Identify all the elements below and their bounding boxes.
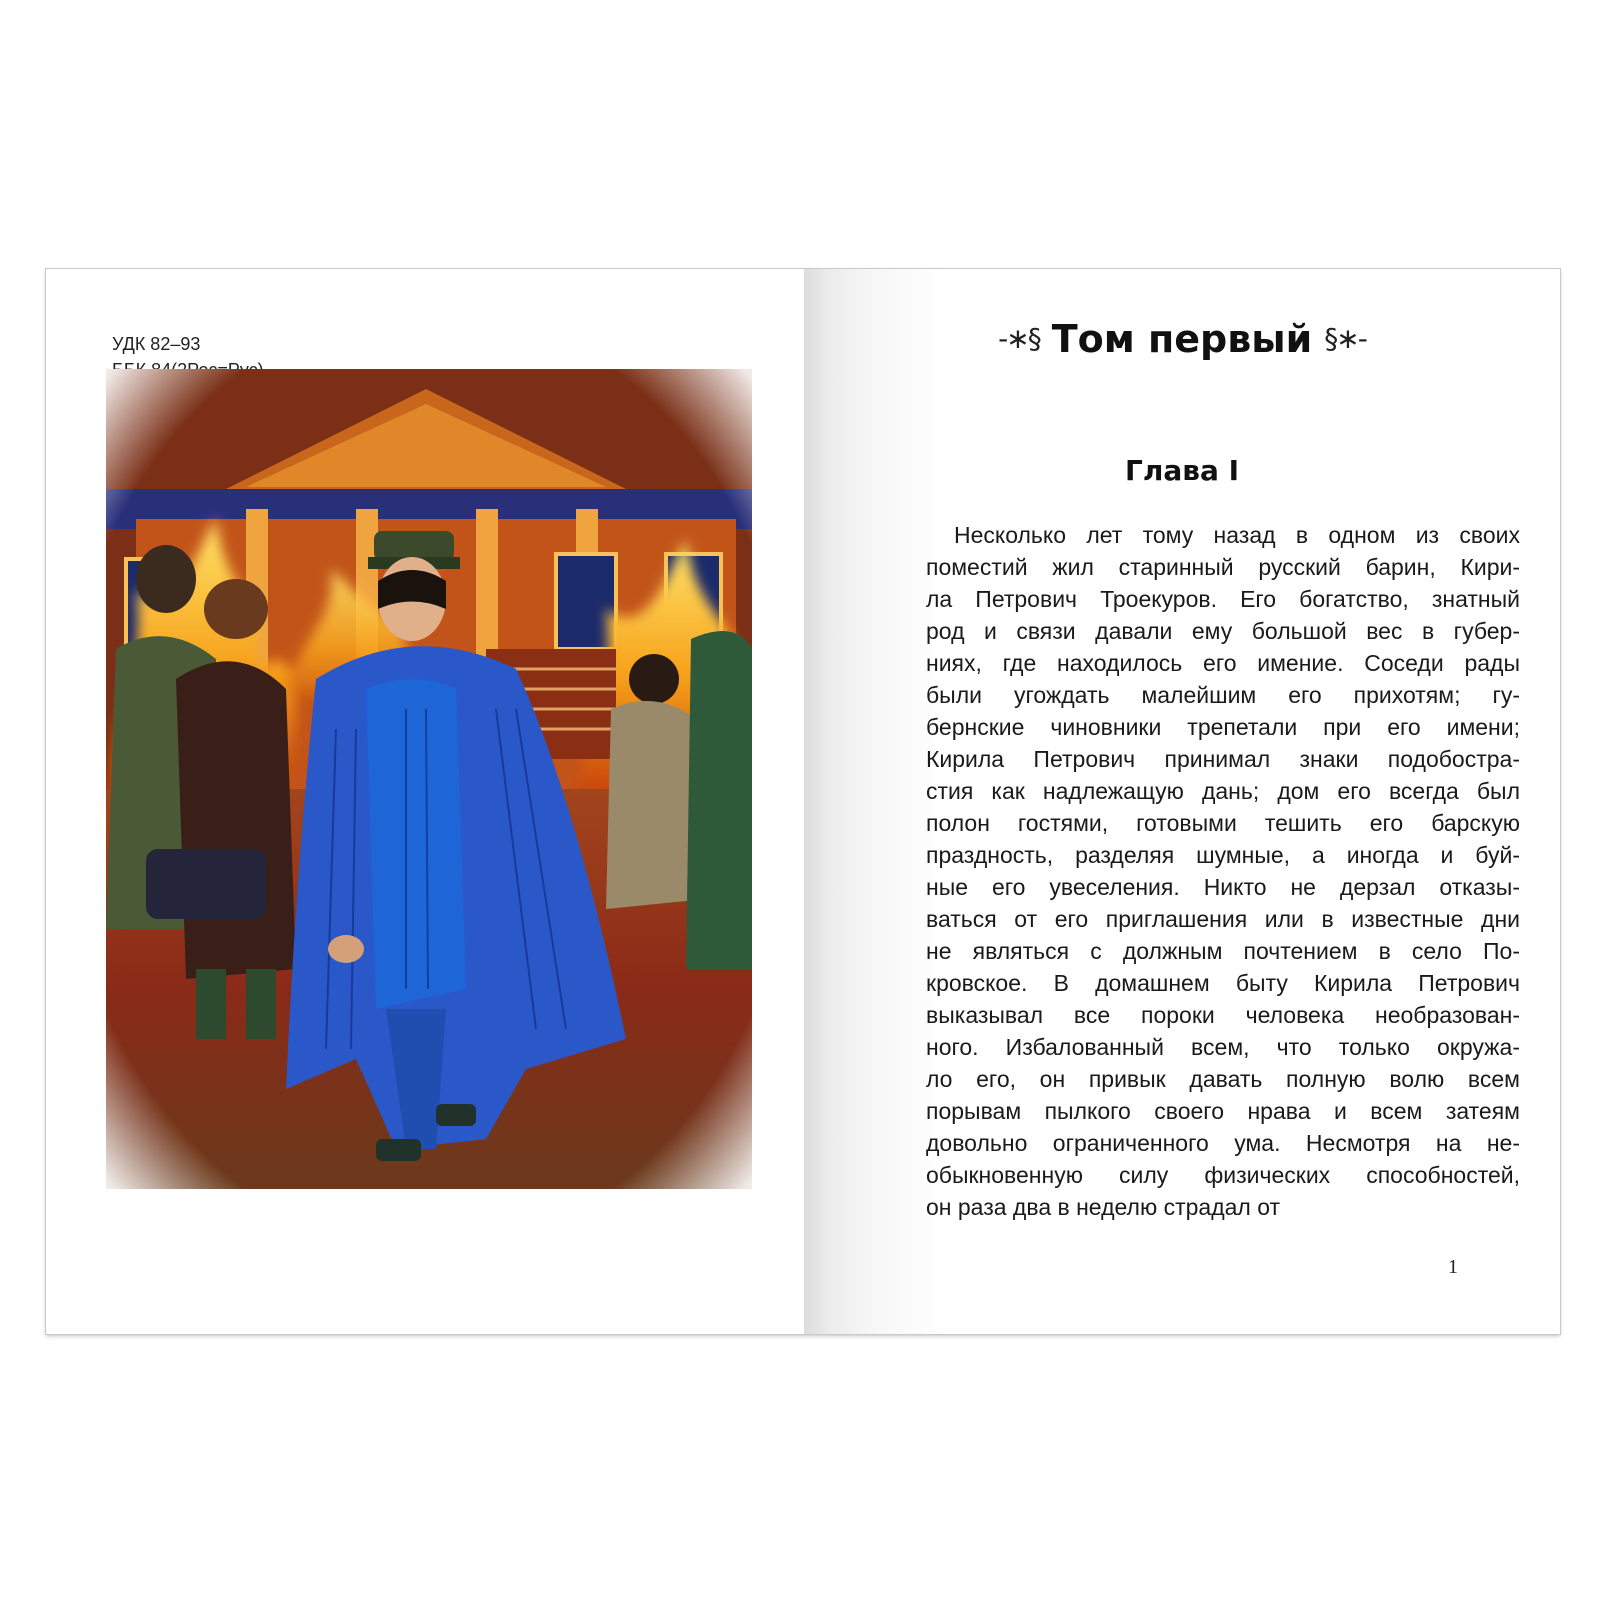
burning-manor-illustration <box>106 369 752 1189</box>
text-line: обыкновенную силу физических способностей, <box>926 1162 1520 1188</box>
text-line: ла Петрович Троекуров. Его богатство, знатный <box>926 586 1520 612</box>
text-line: полон гостями, готовыми тешить его барскую <box>926 810 1520 836</box>
text-line: ные его увеселения. Никто не дерзал отказы- <box>926 874 1520 900</box>
text-line: ного. Избалованный всем, что только окружа- <box>926 1034 1520 1060</box>
page-number: 1 <box>1448 1256 1458 1278</box>
text-line: ло его, он привык давать полную волю всем <box>926 1066 1520 1092</box>
text-line: ваться от его приглашения или в известные дни <box>926 906 1520 932</box>
book-spread <box>46 269 1560 1334</box>
volume-title-heading <box>804 317 1560 361</box>
text-line: порывам пылкого своего нрава и всем затеям <box>926 1098 1520 1124</box>
udk-code: УДК 82–93 <box>112 334 201 354</box>
chapter-paragraph <box>926 519 1520 1223</box>
text-line: не являться с должным почтением в село По- <box>926 938 1520 964</box>
volume-title: Том первый <box>1051 317 1313 361</box>
chapter-title: Глава I <box>1124 454 1240 487</box>
text-line: он раза два в неделю страдал от <box>926 1194 1281 1220</box>
text-line: были угождать малейшим его прихотям; гу- <box>926 682 1520 708</box>
text-line: выказывал все пороки человека необразован- <box>926 1002 1520 1028</box>
text-line: кровское. В домашнем быту Кирила Петрович <box>926 970 1520 996</box>
right-page <box>804 269 1560 1334</box>
left-page <box>46 269 804 1334</box>
text-line: Кирила Петрович принимал знаки подобостра- <box>926 746 1520 772</box>
text-line: стия как надлежащую дань; дом его всегда был <box>926 778 1520 804</box>
text-line: Несколько лет тому назад в одном из своих <box>954 522 1520 548</box>
ornament-right-icon: §∗- <box>1324 322 1366 355</box>
text-line: ниях, где находилось его имение. Соседи рады <box>926 650 1520 676</box>
text-line: довольно ограниченного ума. Несмотря на не- <box>926 1130 1520 1156</box>
text-line: праздность, разделяя шумные, а иногда и буй- <box>926 842 1520 868</box>
text-line: поместий жил старинный русский барин, Кири- <box>926 554 1520 580</box>
ornament-left-icon: -∗§ <box>998 322 1040 355</box>
text-line: род и связи давали ему большой вес в губер- <box>926 618 1520 644</box>
text-line: бернские чиновники трепетали при его имени; <box>926 714 1520 740</box>
